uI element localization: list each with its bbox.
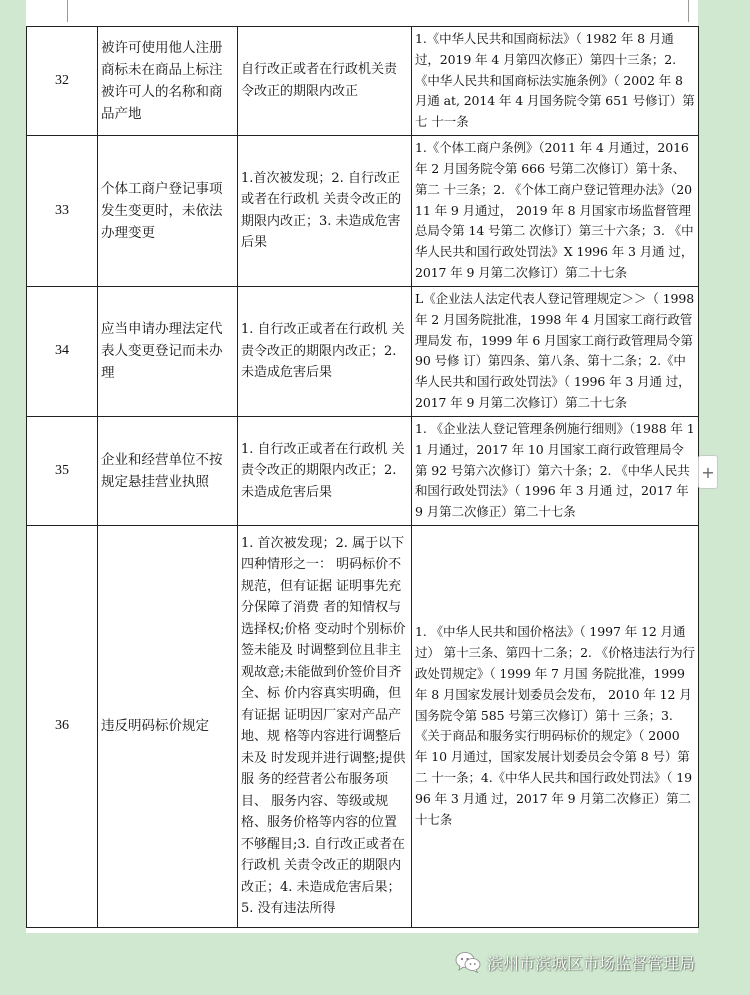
publisher-watermark xyxy=(455,950,695,974)
legal-basis: 1. 《中华人民共和国价格法》（ 1997 年 12 月通过） 第十三条、第四十二条；2. 《价格违法行为行政处罚规定》（ 1999 年 7 月国 务院批准，1999 年 8 月国家发展计划委员会发布， 2010 年 12 月国务院令第 585 号第三次修订）第十 三条；3. 《关于商品和服务实行明码标价的规定》（ 2000 年 10 月通过，国家发展计划委员会令第 8 号）第二 十一条；4.《中华人民共和国行政处罚法》（ 1996 年 3 月通 过，2017 年 9 月第二次修正）第二十七条 xyxy=(412,525,699,927)
table-row xyxy=(27,286,699,416)
row-number: 35 xyxy=(27,416,98,525)
violation-item: 个体工商户登记事项发生变更时，未依法办理变更 xyxy=(98,135,238,286)
row-number: 32 xyxy=(27,27,98,136)
page-corner-mark-right xyxy=(688,0,689,22)
table-row xyxy=(27,135,699,286)
violation-item: 企业和经营单位不按规定悬挂营业执照 xyxy=(98,416,238,525)
table-row xyxy=(27,416,699,525)
exemption-conditions: 1. 自行改正或者在行政机 关责令改正的期限内改正；2. 未造成危害后果 xyxy=(238,416,412,525)
wechat-icon xyxy=(455,951,481,973)
row-number: 34 xyxy=(27,286,98,416)
violation-item: 违反明码标价规定 xyxy=(98,525,238,927)
legal-basis: 1.《个体工商户条例》（2011 年 4 月通过，2016 年 2 月国务院令第 666 号第二次修订）第十条、第二 十三条；2. 《个体工商户登记管理办法》（2011 年 9 月通过， 2019 年 8 月国家市场监督管理总局令第 14 号第二 次修订）第三十六条；3. 《中华人民共和国行政处罚法》X 1996 年 3 月通 过，2017 年 9 月第二次修订）第二十七条 xyxy=(412,135,699,286)
violation-item: 应当申请办理法定代表人变更登记而未办理 xyxy=(98,286,238,416)
page-corner-mark-left xyxy=(67,0,68,22)
table-row xyxy=(27,27,699,136)
legal-basis: 1.《中华人民共和国商标法》（ 1982 年 8 月通过，2019 年 4 月第四次修正）第四十三条；2.《中华人民共和国商标法实施条例》（ 2002 年 8 月通 at, 2014 年 4 月国务院令第 651 号修订）第七 十一条 xyxy=(412,27,699,136)
exemption-conditions: 1. 自行改正或者在行政机 关责令改正的期限内改正；2. 未造成危害后果 xyxy=(238,286,412,416)
exemption-conditions: 1.首次被发现；2. 自行改正或者在行政机 关责令改正的期限内改正；3. 未造成危害后果 xyxy=(238,135,412,286)
exemption-conditions: 自行改正或者在行政机关责令改正的期限内改正 xyxy=(238,27,412,136)
legal-basis: L《企业法人法定代表人登记管理规定＞＞（ 1998 年 2 月国务院批准，1998 年 4 月国家工商行政管理局发 布，1999 年 6 月国家工商行政管理局令第 90 号修 订）第四条、第八条、第十二条；2.《中华人民共和国行政处罚法》（ 1996 年 3 月通 过，2017 年 9 月第二次修订）第二十七条 xyxy=(412,286,699,416)
add-row-button[interactable]: + xyxy=(698,455,718,489)
violation-rules-table xyxy=(26,26,699,928)
watermark-text: 滨州市滨城区市场监督管理局 xyxy=(487,953,696,973)
row-number: 33 xyxy=(27,135,98,286)
exemption-conditions: 1. 首次被发现；2. 属于以下四种情形之一： 明码标价不规范，但有证据 证明事先充分保障了消费 者的知情权与选择权;价格 变动时个别标价签未能及 时调整到位且非主观故意;未能做到价签价目齐全、标 价内容真实明确，但有证据 证明因厂家对产品产地、规 格等内容进行调整后未及 时发现并进行调整;提供服 务的经营者公布服务项目、 服务内容、等级或规格、服务价格等内容的位置不够醒目;3. 自行改正或者在行政机 关责令改正的期限内改正；4. 未造成危害后果；5. 没有违法所得 xyxy=(238,525,412,927)
legal-basis: 1. 《企业法人登记管理条例施行细则》（1988 年 11 月通过，2017 年 10 月国家工商行政管理局令第 92 号第六次修订）第六十条；2. 《中华人民共和国行政处罚法》（ 1996 年 3 月通 过，2017 年 9 月第二次修正）第二十七条 xyxy=(412,416,699,525)
violation-item: 被许可使用他人注册商标未在商品上标注被许可人的名称和商品产地 xyxy=(98,27,238,136)
row-number: 36 xyxy=(27,525,98,927)
table-row xyxy=(27,525,699,927)
